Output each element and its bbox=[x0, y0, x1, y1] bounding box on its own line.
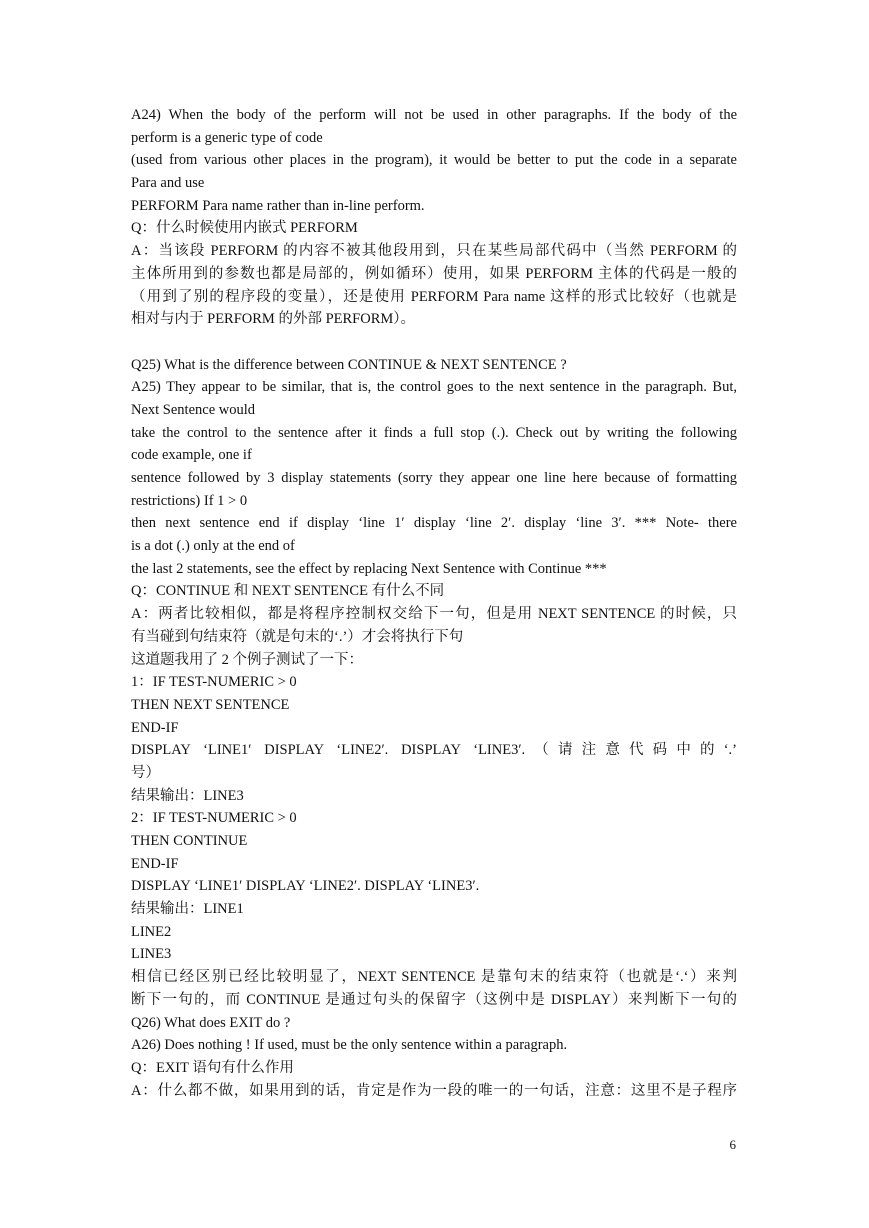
text-line: then next sentence end if display ‘line 1′ display ‘line 2′. display ‘line 3′. *** Note- there bbox=[131, 515, 737, 532]
text-line: DISPLAY ‘LINE1′ DISPLAY ‘LINE2′. DISPLAY ‘LINE3′.（请注意代码中的‘.’ bbox=[131, 742, 737, 759]
text-line: restrictions) If 1 > 0 bbox=[131, 492, 248, 509]
text-line: Q26) What does EXIT do ? bbox=[131, 1014, 291, 1031]
text-line: Next Sentence would bbox=[131, 401, 256, 418]
text-line: A24) When the body of the perform will not be used in other paragraphs. If the body of the bbox=[131, 107, 737, 123]
text-line: 结果输出：LINE3 bbox=[131, 787, 244, 804]
document-page bbox=[131, 104, 737, 1102]
text-line: 相对与内于 PERFORM 的外部 PERFORM）。 bbox=[131, 311, 416, 328]
text-line: sentence followed by 3 display statements (sorry they appear one line here because of formatting bbox=[131, 470, 737, 486]
text-line: 主体所用到的参数也都是局部的，例如循环）使用，如果 PERFORM 主体的代码是一般的 bbox=[131, 265, 737, 282]
text-line: Q25) What is the difference between CONTINUE & NEXT SENTENCE ? bbox=[131, 356, 567, 373]
text-line: code example, one if bbox=[131, 447, 252, 464]
text-line: LINE2 bbox=[131, 923, 172, 940]
text-line: THEN NEXT SENTENCE bbox=[131, 696, 290, 713]
text-line: 号） bbox=[131, 764, 160, 781]
text-line: DISPLAY ‘LINE1′ DISPLAY ‘LINE2′. DISPLAY ‘LINE3′. bbox=[131, 878, 480, 895]
text-line: 有当碰到句结束符（就是句末的‘.’）才会将执行下句 bbox=[131, 628, 464, 645]
text-line: 结果输出：LINE1 bbox=[131, 901, 244, 918]
text-line: 2：IF TEST-NUMERIC > 0 bbox=[131, 810, 297, 827]
text-line: Q：CONTINUE 和 NEXT SENTENCE 有什么不同 bbox=[131, 583, 445, 600]
text-line: END-IF bbox=[131, 719, 179, 736]
text-line: Para and use bbox=[131, 175, 205, 192]
text-line: A：什么都不做，如果用到的话，肯定是作为一段的唯一的一句话，注意：这里不是子程序 bbox=[131, 1082, 737, 1099]
text-line: A：两者比较相似，都是将程序控制权交给下一句，但是用 NEXT SENTENCE 的时候，只 bbox=[131, 606, 737, 623]
text-line: perform is a generic type of code bbox=[131, 129, 323, 146]
text-line: the last 2 statements, see the effect by replacing Next Sentence with Continue *** bbox=[131, 560, 607, 577]
text-line: (used from various other places in the program), it would be better to put the code in a separate bbox=[131, 152, 737, 169]
text-line: PERFORM Para name rather than in-line perform. bbox=[131, 197, 425, 214]
text-line: LINE3 bbox=[131, 946, 172, 963]
text-line: Q：EXIT 语句有什么作用 bbox=[131, 1059, 294, 1076]
text-line: is a dot (.) only at the end of bbox=[131, 538, 295, 555]
blank-line bbox=[131, 331, 737, 354]
text-line: （用到了别的程序段的变量），还是使用 PERFORM Para name 这样的形式比较好（也就是 bbox=[131, 288, 737, 305]
text-line: A26) Does nothing ! If used, must be the only sentence within a paragraph. bbox=[131, 1037, 568, 1054]
text-line: 1：IF TEST-NUMERIC > 0 bbox=[131, 674, 297, 691]
text-line: 断下一句的，而 CONTINUE 是通过句头的保留字（这例中是 DISPLAY）来判断下一句的 bbox=[131, 991, 737, 1008]
text-line: A25) They appear to be similar, that is, the control goes to the next sentence in the paragraph. But, bbox=[131, 379, 737, 396]
text-line: Q：什么时候使用内嵌式 PERFORM bbox=[131, 220, 358, 237]
text-line: 相信已经区别已经比较明显了，NEXT SENTENCE 是靠句末的结束符（也就是‘.‘）来判 bbox=[131, 969, 737, 986]
text-line: END-IF bbox=[131, 855, 179, 872]
text-line: take the control to the sentence after it finds a full stop (.). Check out by writing the following bbox=[131, 424, 737, 441]
text-line: 这道题我用了 2 个例子测试了一下： bbox=[131, 651, 363, 668]
text-line: THEN CONTINUE bbox=[131, 833, 248, 849]
page-number: 6 bbox=[729, 1137, 736, 1152]
text-line: A：当该段 PERFORM 的内容不被其他段用到，只在某些局部代码中（当然 PERFORM 的 bbox=[131, 243, 737, 260]
